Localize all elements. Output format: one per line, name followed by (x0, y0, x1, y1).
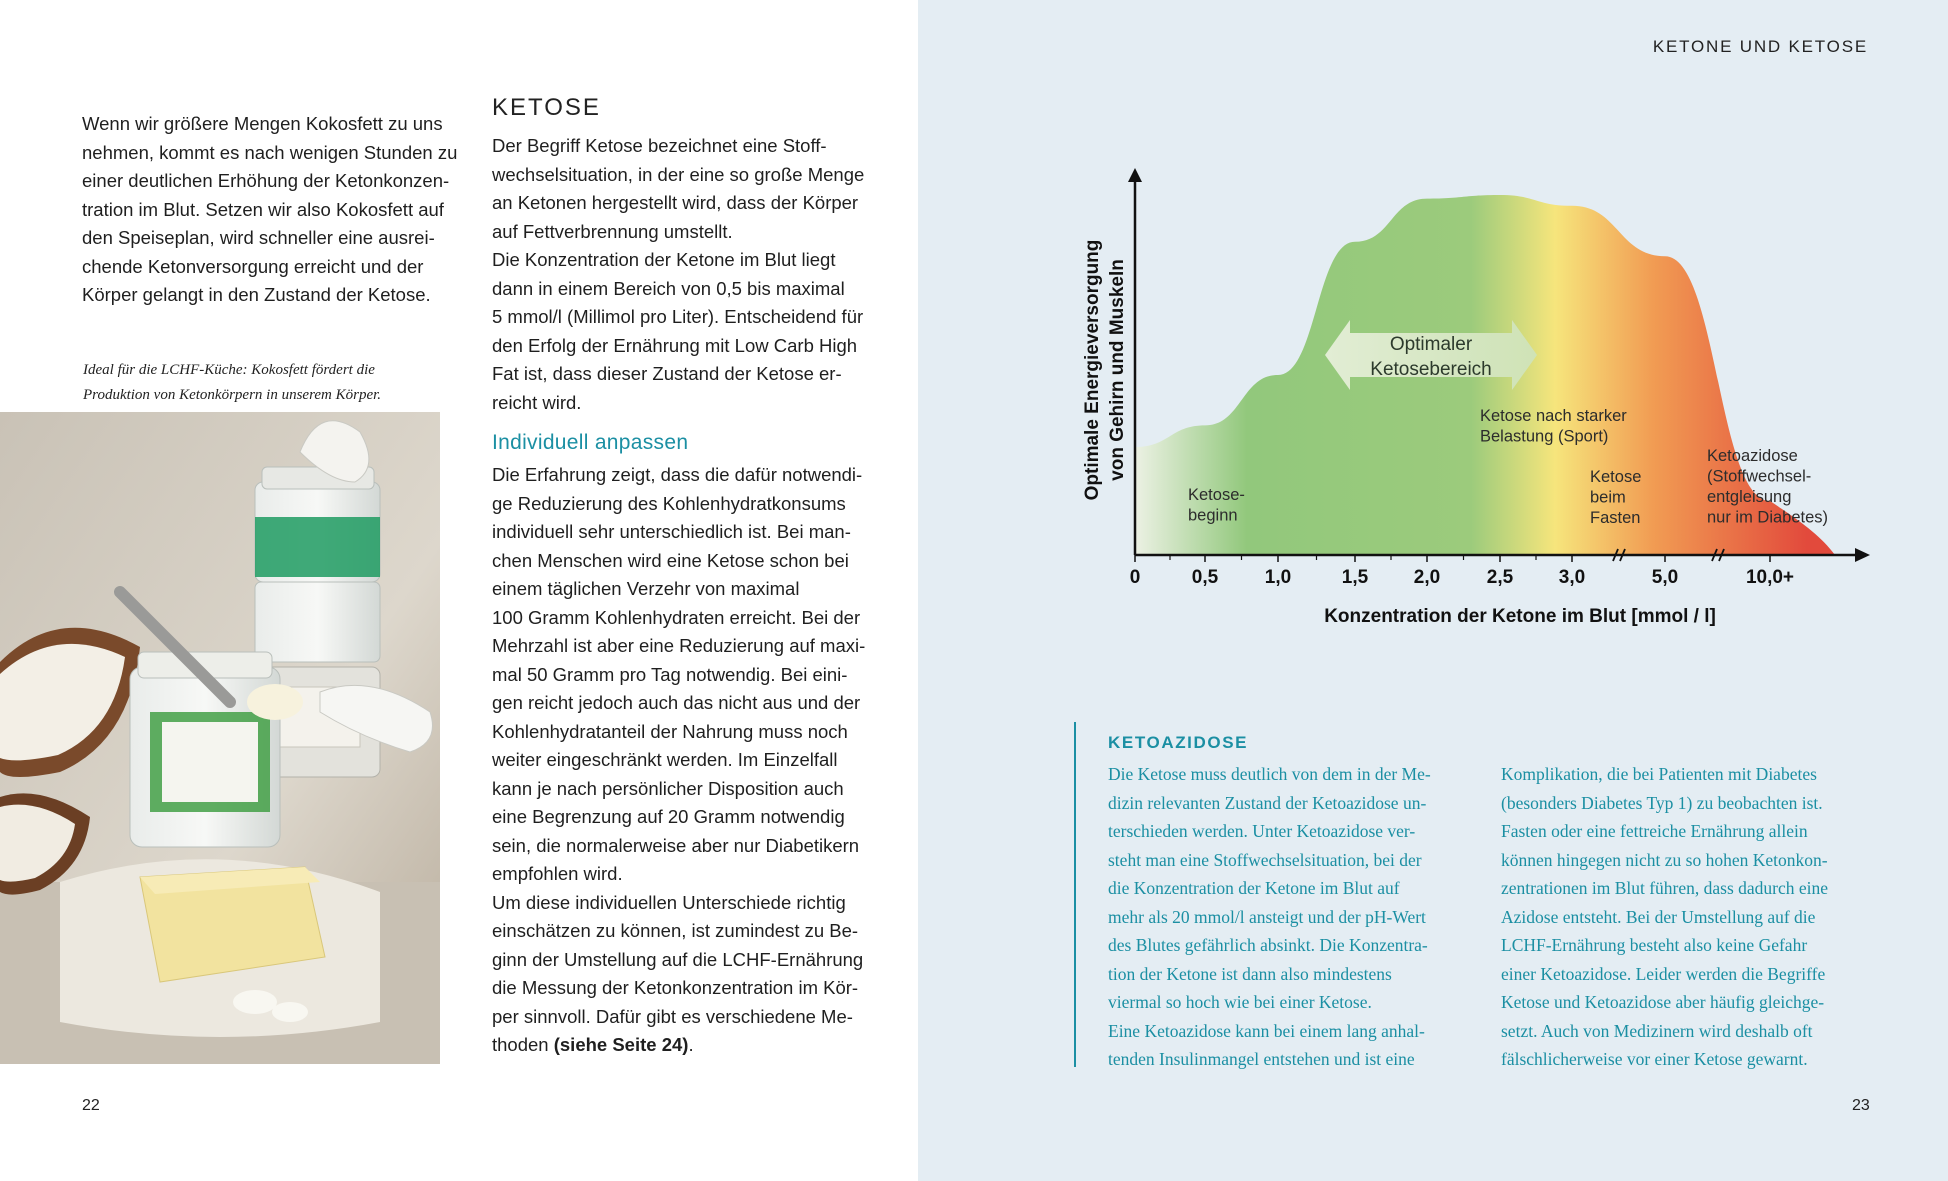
running-head: KETONE UND KETOSE (1652, 37, 1868, 56)
ketose-line: Fat ist, dass dieser Zustand der Ketose er- (492, 363, 842, 384)
box-line: zentrationen im Blut führen, dass dadurch eine (1501, 878, 1829, 898)
anpassen-line: einem täglichen Verzehr von maximal (492, 578, 800, 599)
box-line: terschieden werden. Unter Ketoazidose ver- (1108, 821, 1416, 841)
intro-line: den Speiseplan, wird schneller eine ausrei- (82, 227, 435, 248)
chart-annotation: (Stoffwechsel- (1707, 467, 1812, 486)
ketone-chart (1060, 150, 1880, 650)
box-column-1 (1108, 760, 1478, 1074)
box-line: LCHF-Ernährung besteht also keine Gefahr (1501, 935, 1808, 955)
anpassen-line: Mehrzahl ist aber eine Reduzierung auf maxi- (492, 635, 866, 656)
box-line: setzt. Auch von Medizinern wird deshalb oft (1501, 1020, 1813, 1041)
anpassen-line: 100 Gramm Kohlenhydraten erreicht. Bei der (492, 606, 861, 628)
y-axis-arrowhead (1128, 168, 1142, 182)
chart-annotation: Ketose (1590, 468, 1642, 486)
anpassen-line: kann je nach persönlicher Disposition auch (492, 777, 844, 799)
ketose-line: den Erfolg der Ernährung mit Low Carb High (492, 334, 858, 356)
anpassen-line: gen reicht jedoch auch das nicht aus und der (492, 692, 861, 713)
intro-paragraph (82, 110, 468, 310)
chart-annotation: entgleisung (1707, 488, 1792, 506)
x-tick-label: 1,0 (1264, 567, 1292, 588)
ketose-line: 5 mmol/l (Millimol pro Liter). Entscheidend für (492, 306, 864, 327)
chart-annotation: Ketose nach starker (1480, 407, 1627, 425)
box-line: Ketose und Ketoazidose aber häufig gleichge- (1501, 992, 1825, 1012)
chart-annotation: beim (1590, 488, 1626, 507)
intro-line: Körper gelangt in den Zustand der Ketose. (82, 284, 431, 305)
chart-annotation: Ketose- (1188, 486, 1245, 504)
left-page (0, 0, 918, 1181)
anpassen-line: Die Erfahrung zeigt, dass die dafür notwendi- (492, 464, 863, 485)
intro-line: tration im Blut. Setzen wir also Kokosfett auf (82, 198, 444, 220)
chart-annotation: Fasten (1590, 509, 1641, 527)
intro-line: chende Ketonversorgung erreicht und der (82, 255, 424, 277)
anpassen-paragraph (492, 461, 886, 1060)
x-axis-arrowhead (1855, 548, 1870, 562)
box-line: einer Ketoazidose. Leider werden die Begriffe (1501, 963, 1826, 984)
chart-annotation: nur im Diabetes) (1707, 508, 1829, 527)
box-line: tion der Ketone ist dann also mindestens (1108, 963, 1392, 984)
anpassen-line: eine Begrenzung auf 20 Gramm notwendig (492, 806, 845, 827)
box-line: können hingegen nicht zu so hohen Ketonkon- (1501, 849, 1828, 870)
ketose-line: wechselsituation, in der eine so große Menge (492, 163, 865, 185)
chart-annotation: beginn (1188, 506, 1238, 525)
box-line: steht man eine Stoffwechselsituation, bei der (1108, 849, 1422, 870)
x-tick-label: 0,5 (1191, 567, 1219, 588)
box-line: (besonders Diabetes Typ 1) zu beobachten ist. (1501, 792, 1823, 813)
last-line-end: . (688, 1034, 694, 1055)
box-line: viermal so hoch wie bei einer Ketose. (1108, 992, 1372, 1012)
box-line: tenden Insulinmangel entstehen und ist eine (1108, 1049, 1415, 1069)
chart-annotation: Belastung (Sport) (1480, 427, 1609, 446)
anpassen-line: weiter eingeschränkt werden. Im Einzelfall (492, 749, 838, 770)
box-title: KETOAZIDOSE (1108, 733, 1249, 752)
box-line: Eine Ketoazidose kann bei einem lang anhal- (1108, 1020, 1425, 1041)
ketose-line: auf Fettverbrennung umstellt. (492, 220, 733, 242)
x-tick-label: 2,5 (1486, 567, 1514, 588)
anpassen-line: die Messung der Ketonkonzentration im Kör- (492, 977, 859, 998)
page-number-right: 23 (1852, 1097, 1870, 1114)
box-line: die Konzentration der Ketone im Blut auf (1108, 878, 1400, 898)
box-line: dizin relevanten Zustand der Ketoazidose un- (1108, 792, 1427, 813)
optimal-range-label: Optimaler (1389, 334, 1473, 355)
intro-line: Wenn wir größere Mengen Kokosfett zu uns (82, 113, 443, 134)
x-axis-label: Konzentration der Ketone im Blut [mmol / l] (1324, 606, 1716, 627)
anpassen-line: chen Menschen wird eine Ketose schon bei (492, 549, 849, 571)
x-tick-label: 2,0 (1413, 567, 1441, 588)
photo-caption (83, 358, 423, 408)
y-axis-label: Optimale Energieversorgung (1082, 239, 1103, 501)
anpassen-line: ge Reduzierung des Kohlenhydratkonsums (492, 492, 846, 514)
optimal-range-label: Ketosebereich (1370, 359, 1492, 380)
ketose-line: reicht wird. (492, 391, 582, 413)
ketose-column (492, 94, 886, 1060)
anpassen-line: ginn der Umstellung auf die LCHF-Ernährung (492, 948, 864, 970)
ketose-line: Die Konzentration der Ketone im Blut liegt (492, 249, 836, 270)
y-axis-label: von Gehirn und Muskeln (1107, 259, 1128, 481)
x-tick-label: 1,5 (1341, 567, 1369, 588)
last-line-start: thoden (492, 1034, 554, 1055)
x-tick-label: 10,0+ (1745, 567, 1795, 588)
caption-line: Ideal für die LCHF-Küche: Kokosfett fördert die (83, 362, 375, 378)
chart-svg (1060, 150, 1880, 650)
subheading: Individuell anpassen (492, 431, 689, 454)
box-line: Fasten oder eine fettreiche Ernährung allein (1501, 821, 1808, 841)
box-column-2 (1501, 760, 1871, 1074)
ketose-paragraph (492, 132, 886, 417)
section-heading: KETOSE (492, 94, 601, 121)
box-line: Die Ketose muss deutlich von dem in der Me- (1108, 764, 1431, 784)
ketose-line: dann in einem Bereich von 0,5 bis maximal (492, 277, 845, 299)
ketose-line: Der Begriff Ketose bezeichnet eine Stoff- (492, 135, 827, 156)
anpassen-line: sein, die normalerweise aber nur Diabetikern (492, 834, 860, 856)
anpassen-line: empfohlen wird. (492, 863, 623, 884)
anpassen-line: Um diese individuellen Unterschiede richtig (492, 891, 846, 913)
ketose-line: an Ketonen hergestellt wird, dass der Körper (492, 192, 859, 213)
chart-annotation: Ketoazidose (1707, 447, 1798, 465)
intro-line: einer deutlichen Erhöhung der Ketonkonzen- (82, 170, 450, 191)
page-reference-link[interactable]: (siehe Seite 24) (553, 1034, 689, 1055)
x-tick-label: 0 (1129, 567, 1141, 588)
anpassen-line: mal 50 Gramm pro Tag notwendig. Bei eini- (492, 663, 848, 685)
box-line: des Blutes gefährlich absinkt. Die Konzentra- (1108, 935, 1428, 955)
caption-line: Produktion von Ketonkörpern in unserem Körper. (83, 387, 382, 403)
x-tick-label: 3,0 (1558, 567, 1586, 588)
anpassen-line: per sinnvoll. Dafür gibt es verschiedene Me- (492, 1005, 853, 1027)
coconut-oil-photo (0, 412, 440, 1064)
box-line: Komplikation, die bei Patienten mit Diabetes (1501, 764, 1817, 784)
ketoazidose-box (1074, 722, 1876, 1067)
anpassen-line: Kohlenhydratanteil der Nahrung muss noch (492, 720, 848, 742)
box-line: fälschlicherweise vor einer Ketose gewarnt. (1501, 1049, 1808, 1069)
intro-line: nehmen, kommt es nach wenigen Stunden zu (82, 141, 458, 163)
page-number-left: 22 (82, 1097, 100, 1114)
anpassen-line: einschätzen zu können, ist zumindest zu Be- (492, 920, 859, 941)
anpassen-line: individuell sehr unterschiedlich ist. Bei man- (492, 521, 851, 542)
box-line: Azidose entsteht. Bei der Umstellung auf die (1501, 906, 1816, 927)
box-line: mehr als 20 mmol/l ansteigt und der pH-Wert (1108, 906, 1426, 927)
x-tick-label: 5,0 (1651, 567, 1679, 588)
